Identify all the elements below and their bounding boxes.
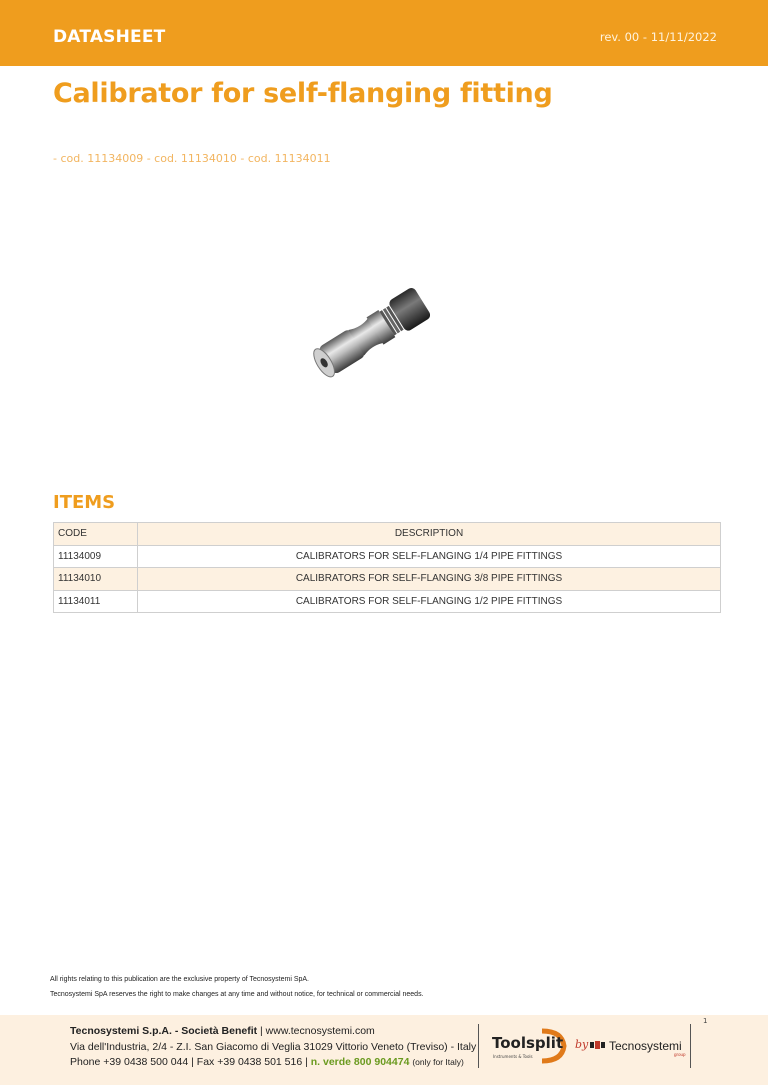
item-code: 11134010 (54, 568, 138, 591)
toolsplit-tagline: Instruments & Tools (493, 1054, 533, 1059)
column-header-description: DESCRIPTION (138, 523, 721, 546)
items-table (53, 522, 721, 613)
toolsplit-logo (490, 1027, 570, 1065)
tecnosystemi-brand: Tecnosystemi (609, 1039, 682, 1053)
product-image (300, 268, 450, 394)
table-header-row (54, 523, 721, 546)
item-description: CALIBRATORS FOR SELF-FLANGING 1/4 PIPE FITTINGS (138, 545, 721, 568)
toolsplit-brand: Toolsplit (492, 1034, 564, 1052)
website-link[interactable]: | www.tecnosystemi.com (260, 1025, 375, 1037)
table-row (54, 590, 721, 613)
items-heading: ITEMS (53, 492, 116, 513)
item-description: CALIBRATORS FOR SELF-FLANGING 3/8 PIPE FITTINGS (138, 568, 721, 591)
item-description: CALIBRATORS FOR SELF-FLANGING 1/2 PIPE FITTINGS (138, 590, 721, 613)
legal-notice (50, 972, 424, 1002)
item-code: 11134011 (54, 590, 138, 613)
company-name: Tecnosystemi S.p.A. - Società Benefit (70, 1025, 258, 1037)
by-label: by (575, 1038, 589, 1051)
item-code: 11134009 (54, 545, 138, 568)
table-row (54, 545, 721, 568)
tecnosystemi-logo (590, 1037, 686, 1057)
toll-free-number: n. verde 800 904474 (310, 1056, 410, 1068)
toll-free-note: (only for Italy) (412, 1057, 464, 1067)
header-title: DATASHEET (53, 27, 166, 47)
legal-line-changes: Tecnosystemi SpA reserves the right to make changes at any time and without notice, for technical or commercial needs. (50, 991, 424, 998)
page-number: 1 (703, 1017, 708, 1025)
phone-fax: Phone +39 0438 500 044 | Fax +39 0438 501 516 | (70, 1056, 308, 1068)
table-row (54, 568, 721, 591)
footer-divider-right (690, 1024, 691, 1068)
footer-divider (478, 1024, 479, 1068)
page-title: Calibrator for self-flanging fitting (53, 78, 553, 109)
company-info (70, 1024, 476, 1071)
revision-label: rev. 00 - 11/11/2022 (599, 30, 717, 44)
tecnosystemi-group-tag: group (674, 1052, 686, 1057)
column-header-code: CODE (54, 523, 138, 546)
legal-line-rights: All rights relating to this publication are the exclusive property of Tecnosystemi SpA. (50, 976, 309, 983)
company-address: Via dell'Industria, 2/4 - Z.I. San Giacomo di Veglia 31029 Vittorio Veneto (Treviso) - Italy (70, 1040, 477, 1053)
product-codes: - cod. 11134009 - cod. 11134010 - cod. 11134011 (53, 152, 331, 165)
